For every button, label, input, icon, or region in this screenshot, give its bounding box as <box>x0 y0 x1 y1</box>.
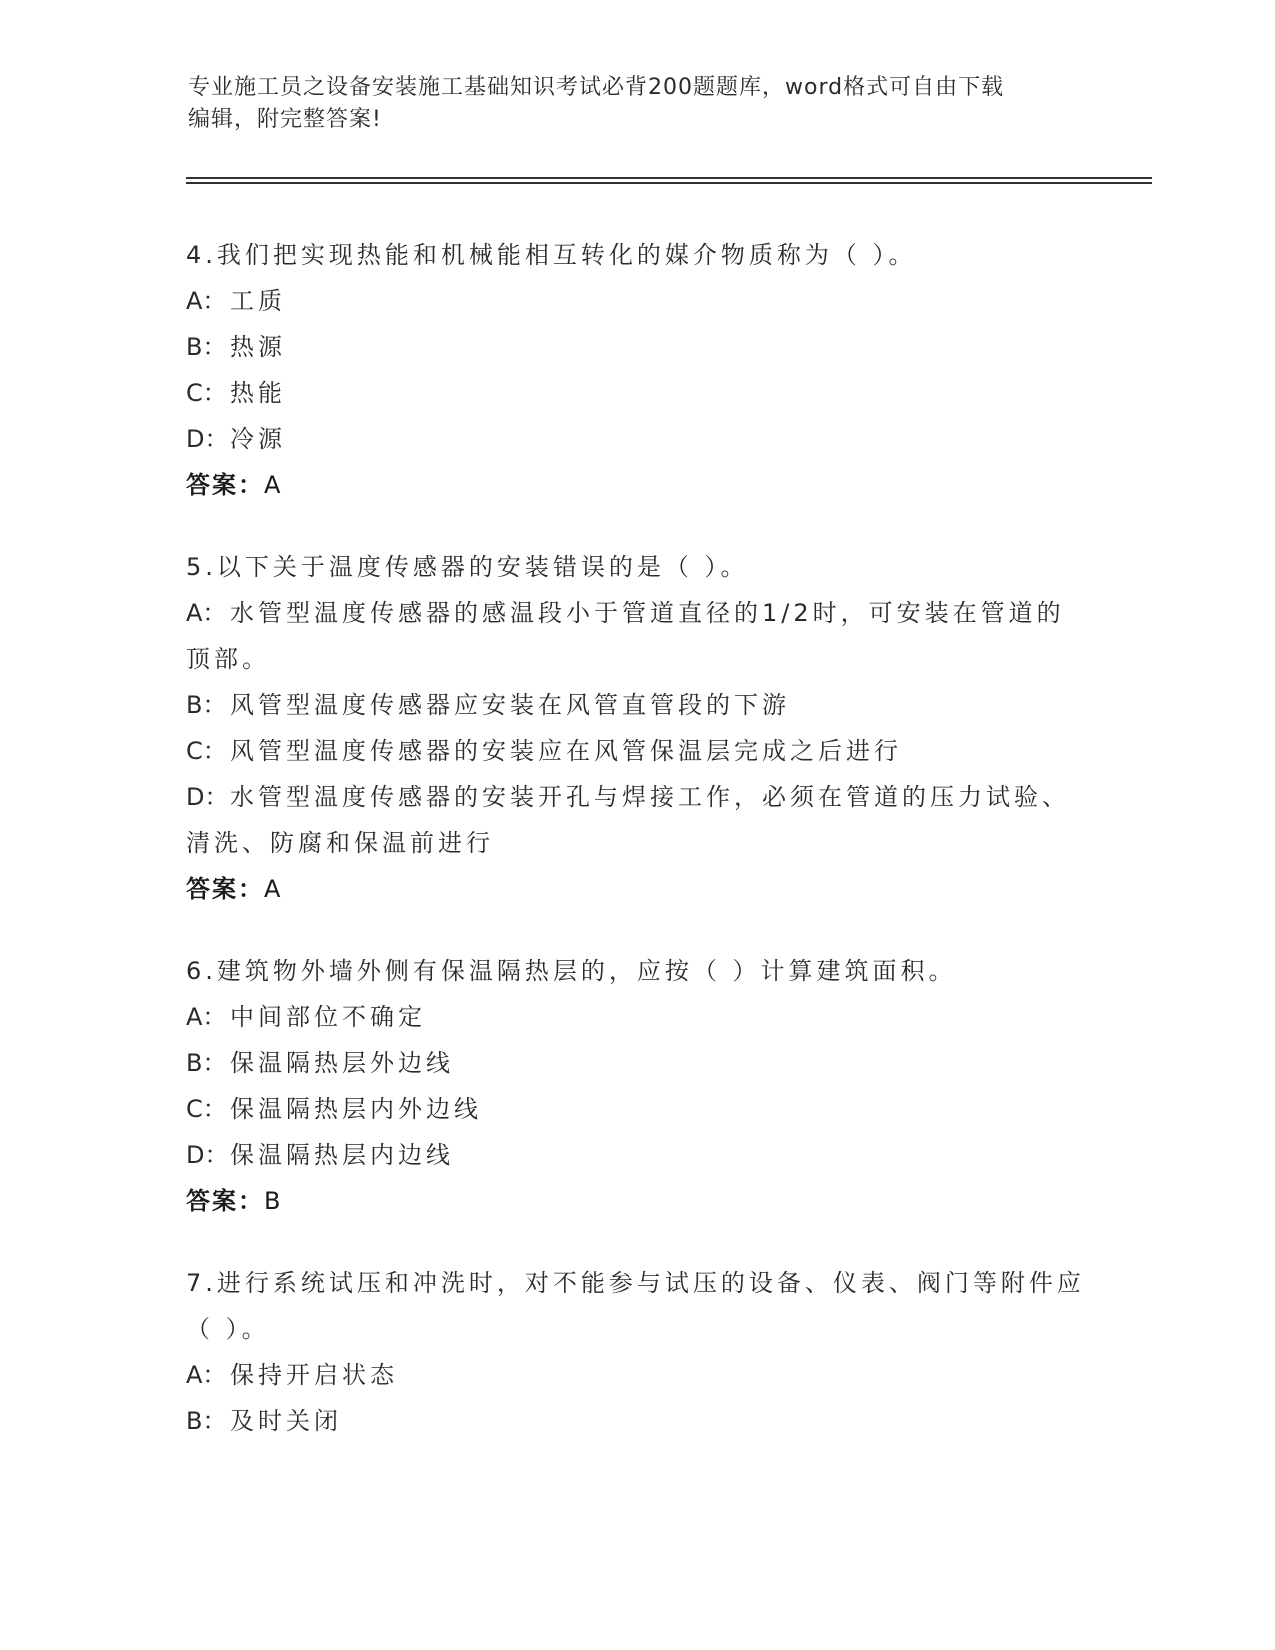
option-a <box>186 1352 1086 1398</box>
question-stem: 6.建筑物外墙外侧有保温隔热层的，应按（ ）计算建筑面积。 <box>186 957 957 985</box>
option-text: 工质 <box>230 287 286 315</box>
option-b <box>186 1398 1086 1444</box>
option-text: 热能 <box>230 379 286 407</box>
option-text: 热源 <box>230 333 286 361</box>
question-item <box>186 544 1086 912</box>
option-c <box>186 728 1086 774</box>
option-a <box>186 994 1086 1040</box>
option-key: B： <box>186 1407 227 1435</box>
question-item <box>186 948 1086 1224</box>
header-divider-bottom <box>186 182 1152 184</box>
option-key: C： <box>186 1095 227 1123</box>
option-key: B： <box>186 691 227 719</box>
option-text: 风管型温度传感器的安装应在风管保温层完成之后进行 <box>230 737 902 765</box>
question-item <box>186 1260 1086 1444</box>
question-item <box>186 232 1086 508</box>
option-c <box>186 1086 1086 1132</box>
option-b <box>186 1040 1086 1086</box>
header-divider-top <box>186 177 1152 179</box>
option-a <box>186 590 1086 682</box>
option-text: 保温隔热层内外边线 <box>230 1095 482 1123</box>
answer-label: 答案： <box>186 875 264 903</box>
question-stem: 4.我们把实现热能和机械能相互转化的媒介物质称为（ ）。 <box>186 241 917 269</box>
answer-value: A <box>264 875 283 903</box>
answer-label: 答案： <box>186 471 264 499</box>
option-text: 水管型温度传感器的安装开孔与焊接工作，必须在管道的压力试验、清洗、防腐和保温前进行 <box>186 783 1070 857</box>
option-text: 及时关闭 <box>230 1407 342 1435</box>
option-key: B： <box>186 333 227 361</box>
option-c <box>186 370 1086 416</box>
option-text: 风管型温度传感器应安装在风管直管段的下游 <box>230 691 790 719</box>
option-key: A： <box>186 287 227 315</box>
option-text: 冷源 <box>230 425 286 453</box>
answer-line <box>186 462 1086 508</box>
option-key: A： <box>186 1003 227 1031</box>
question-stem: 7.进行系统试压和冲洗时，对不能参与试压的设备、仪表、阀门等附件应（ ）。 <box>186 1269 1085 1343</box>
option-key: C： <box>186 379 227 407</box>
option-a <box>186 278 1086 324</box>
header-line-1: 专业施工员之设备安装施工基础知识考试必背200题题库，word格式可自由下载 <box>188 75 1005 100</box>
answer-label: 答案： <box>186 1187 264 1215</box>
option-text: 水管型温度传感器的感温段小于管道直径的1/2时，可安装在管道的顶部。 <box>186 599 1065 673</box>
option-d <box>186 1132 1086 1178</box>
answer-line <box>186 1178 1086 1224</box>
question-list <box>186 232 1086 1480</box>
option-d <box>186 774 1086 866</box>
option-key: B： <box>186 1049 227 1077</box>
document-header <box>188 72 1068 136</box>
option-d <box>186 416 1086 462</box>
option-key: D： <box>186 425 229 453</box>
option-text: 保温隔热层外边线 <box>230 1049 454 1077</box>
option-key: D： <box>186 783 229 811</box>
option-b <box>186 682 1086 728</box>
answer-value: B <box>264 1187 283 1215</box>
answer-value: A <box>264 471 283 499</box>
option-key: C： <box>186 737 227 765</box>
question-stem: 5.以下关于温度传感器的安装错误的是（ ）。 <box>186 553 749 581</box>
option-text: 中间部位不确定 <box>230 1003 426 1031</box>
option-text: 保温隔热层内边线 <box>230 1141 454 1169</box>
option-b <box>186 324 1086 370</box>
option-key: A： <box>186 599 227 627</box>
answer-line <box>186 866 1086 912</box>
option-key: A： <box>186 1361 227 1389</box>
header-line-2: 编辑，附完整答案! <box>188 107 382 132</box>
option-key: D： <box>186 1141 229 1169</box>
option-text: 保持开启状态 <box>230 1361 398 1389</box>
